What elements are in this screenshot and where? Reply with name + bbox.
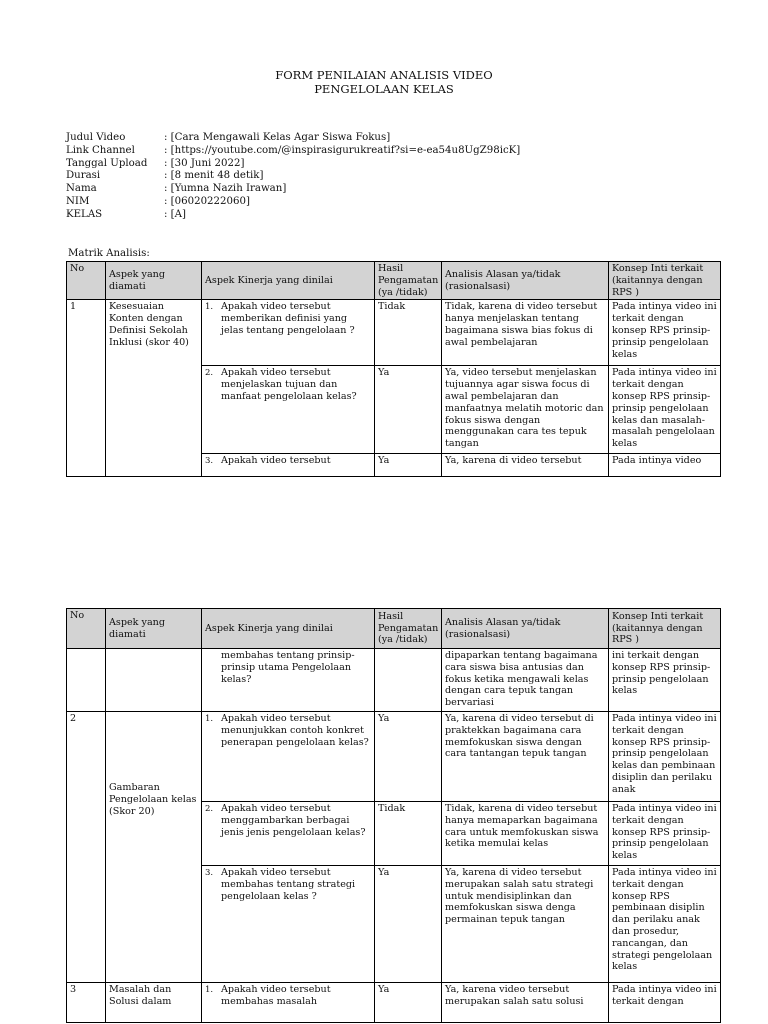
- hasil-cell: Tidak: [375, 300, 442, 366]
- info-row-durasi: [66, 170, 520, 183]
- item-number: 1.: [205, 302, 214, 313]
- hasil-cell: Ya: [375, 866, 442, 983]
- kinerja-cell: [202, 649, 375, 712]
- konsep-cell: Pada intinya video ini terkait dengan konsep RPS pembinaan disiplin dan perilaku anak dan prosedur, rancangan, dan strategi pengelolaan kelas: [609, 866, 721, 983]
- header-no: No: [67, 262, 106, 300]
- header-kinerja: Aspek Kinerja yang dinilai: [202, 609, 375, 649]
- form-title-line-2: PENGELOLAAN KELAS: [314, 82, 454, 96]
- kinerja-text: Apakah video tersebut: [221, 455, 331, 467]
- hasil-cell: Ya: [375, 712, 442, 802]
- row-number: 3: [67, 983, 106, 1023]
- info-value: : [06020222060]: [164, 195, 250, 207]
- alasan-cell: Ya, video tersebut menjelaskan tujuannya agar siswa focus di awal pembelajaran dan manfaatnya melatih motoric dan fokus siswa dengan menggunakan cara tes tepuk tangan: [442, 366, 609, 454]
- info-value: : [A]: [164, 208, 186, 220]
- form-title-line-1: FORM PENILAIAN ANALISIS VIDEO: [275, 68, 493, 82]
- alasan-cell: Ya, karena di video tersebut: [442, 454, 609, 477]
- alasan-cell: Tidak, karena di video tersebut hanya memaparkan bagaimana cara untuk memfokuskan siswa ketika memulai kelas: [442, 802, 609, 866]
- konsep-cell: Pada intinya video: [609, 454, 721, 477]
- item-number: 3.: [205, 456, 214, 467]
- row-number: 2: [67, 712, 106, 983]
- header-konsep: Konsep Inti terkait (kaitannya dengan RPS ): [609, 262, 721, 300]
- konsep-cell: Pada intinya video ini terkait dengan konsep RPS prinsip-prinsip pengelolaan kelas dan masalah-masalah pengelolaan kelas: [609, 366, 721, 454]
- alasan-cell: Ya, karena video tersebut merupakan salah satu solusi: [442, 983, 609, 1023]
- info-row-nim: [66, 196, 520, 209]
- header-hasil: Hasil Pengamatan (ya /tidak): [375, 262, 442, 300]
- kinerja-text: Apakah video tersebut menunjukkan contoh konkret penerapan pengelolaan kelas?: [221, 713, 369, 748]
- kinerja-cell: [202, 983, 375, 1023]
- info-row-nama: [66, 183, 520, 196]
- kinerja-cell: [202, 802, 375, 866]
- kinerja-text: Apakah video tersebut membahas tentang strategi pengelolaan kelas ?: [221, 867, 356, 902]
- video-info-block: [66, 132, 520, 222]
- analysis-table-page-1: [66, 261, 721, 477]
- matrix-label: Matrik Analisis:: [68, 248, 150, 259]
- header-alasan: Analisis Alasan ya/tidak (rasionalsasi): [442, 609, 609, 649]
- analysis-table-page-2: [66, 608, 721, 1023]
- konsep-cell: ini terkait dengan konsep RPS prinsip-prinsip pengelolaan kelas: [609, 649, 721, 712]
- kinerja-cell: [202, 366, 375, 454]
- info-value: : [8 menit 48 detik]: [164, 170, 264, 182]
- info-row-judul: [66, 132, 520, 145]
- kinerja-cell: [202, 454, 375, 477]
- kinerja-text: Apakah video tersebut membahas masalah: [221, 984, 331, 1007]
- header-konsep: Konsep Inti terkait (kaitannya dengan RPS ): [609, 609, 721, 649]
- hasil-cell: Tidak: [375, 802, 442, 866]
- kinerja-cell: [202, 712, 375, 802]
- info-label: Tanggal Upload: [66, 157, 148, 169]
- alasan-cell: dipaparkan tentang bagaimana cara siswa bisa antusias dan fokus ketika mengawali kelas dengan cara tepuk tangan bervariasi: [442, 649, 609, 712]
- table-row: [67, 712, 721, 802]
- aspek-cell: Gambaran Pengelolaan kelas (Skor 20): [106, 712, 202, 983]
- alasan-cell: Tidak, karena di video tersebut hanya menjelaskan tentang bagaimana siswa bias fokus di awal pembelajaran: [442, 300, 609, 366]
- hasil-cell: Ya: [375, 366, 442, 454]
- table-header-row: [67, 262, 721, 300]
- info-value: : [Yumna Nazih Irawan]: [164, 183, 287, 195]
- kinerja-cell: [202, 866, 375, 983]
- hasil-cell-empty: [375, 649, 442, 712]
- hasil-cell: Ya: [375, 454, 442, 477]
- item-number: 1.: [205, 985, 214, 995]
- alasan-cell: Ya, karena di video tersebut merupakan salah satu strategi untuk mendisiplinkan dan memfokuskan siswa denga permainan tepuk tangan: [442, 866, 609, 983]
- konsep-cell: Pada intinya video ini terkait dengan konsep RPS prinsip-prinsip pengelolaan kelas dan pembinaan disiplin dan perilaku anak: [609, 712, 721, 802]
- info-label: NIM: [66, 195, 90, 207]
- table-row-continued: [67, 649, 721, 712]
- info-value: : [30 Juni 2022]: [164, 157, 245, 169]
- header-aspek: Aspek yang diamati: [106, 609, 202, 649]
- hasil-cell: Ya: [375, 983, 442, 1023]
- info-label: Link Channel: [66, 144, 135, 156]
- row-number: 1: [67, 300, 106, 477]
- header-hasil: Hasil Pengamatan (ya /tidak): [375, 609, 442, 649]
- kinerja-cell: [202, 300, 375, 366]
- kinerja-text: Apakah video tersebut memberikan definisi yang jelas tentang pengelolaan ?: [221, 301, 355, 336]
- table-row: [67, 300, 721, 366]
- info-row-link: [66, 145, 520, 158]
- info-value: : [https://youtube.com/@inspirasigurukreatif?si=e-ea54u8UgZ98icK]: [164, 144, 521, 156]
- item-number: 2.: [205, 804, 214, 814]
- info-label: Nama: [66, 183, 97, 195]
- item-number: 2.: [205, 368, 214, 379]
- row-number-empty: [67, 649, 106, 712]
- aspek-cell: Masalah dan Solusi dalam: [106, 983, 202, 1023]
- info-row-tanggal: [66, 158, 520, 171]
- item-number: 1.: [205, 714, 214, 724]
- info-label: KELAS: [66, 208, 103, 220]
- header-alasan: Analisis Alasan ya/tidak (rasionalsasi): [442, 262, 609, 300]
- item-number: 3.: [205, 868, 214, 878]
- konsep-cell: Pada intinya video ini terkait dengan konsep RPS prinsip-prinsip pengelolaan kelas: [609, 802, 721, 866]
- info-label: Durasi: [66, 170, 101, 182]
- header-kinerja: Aspek Kinerja yang dinilai: [202, 262, 375, 300]
- header-aspek: Aspek yang diamati: [106, 262, 202, 300]
- kinerja-text: Apakah video tersebut menjelaskan tujuan dan manfaat pengelolaan kelas?: [221, 367, 357, 402]
- kinerja-text: membahas tentang prinsip-prinsip utama Pengelolaan kelas?: [221, 650, 355, 685]
- info-label: Judul Video: [66, 132, 126, 143]
- table-row: [67, 983, 721, 1023]
- info-value: : [Cara Mengawali Kelas Agar Siswa Fokus]: [164, 132, 391, 143]
- header-no: No: [67, 609, 106, 649]
- alasan-cell: Ya, karena di video tersebut di praktekkan bagaimana cara memfokuskan siswa dengan cara tantangan tepuk tangan: [442, 712, 609, 802]
- aspek-cell-empty: [106, 649, 202, 712]
- kinerja-text: Apakah video tersebut menggambarkan berbagai jenis jenis pengelolaan kelas?: [221, 803, 366, 838]
- table-header-row: [67, 609, 721, 649]
- konsep-cell: Pada intinya video ini terkait dengan: [609, 983, 721, 1023]
- info-row-kelas: [66, 209, 520, 222]
- aspek-cell: Kesesuaian Konten dengan Definisi Sekolah Inklusi (skor 40): [106, 300, 202, 477]
- konsep-cell: Pada intinya video ini terkait dengan konsep RPS prinsip-prinsip pengelolaan kelas: [609, 300, 721, 366]
